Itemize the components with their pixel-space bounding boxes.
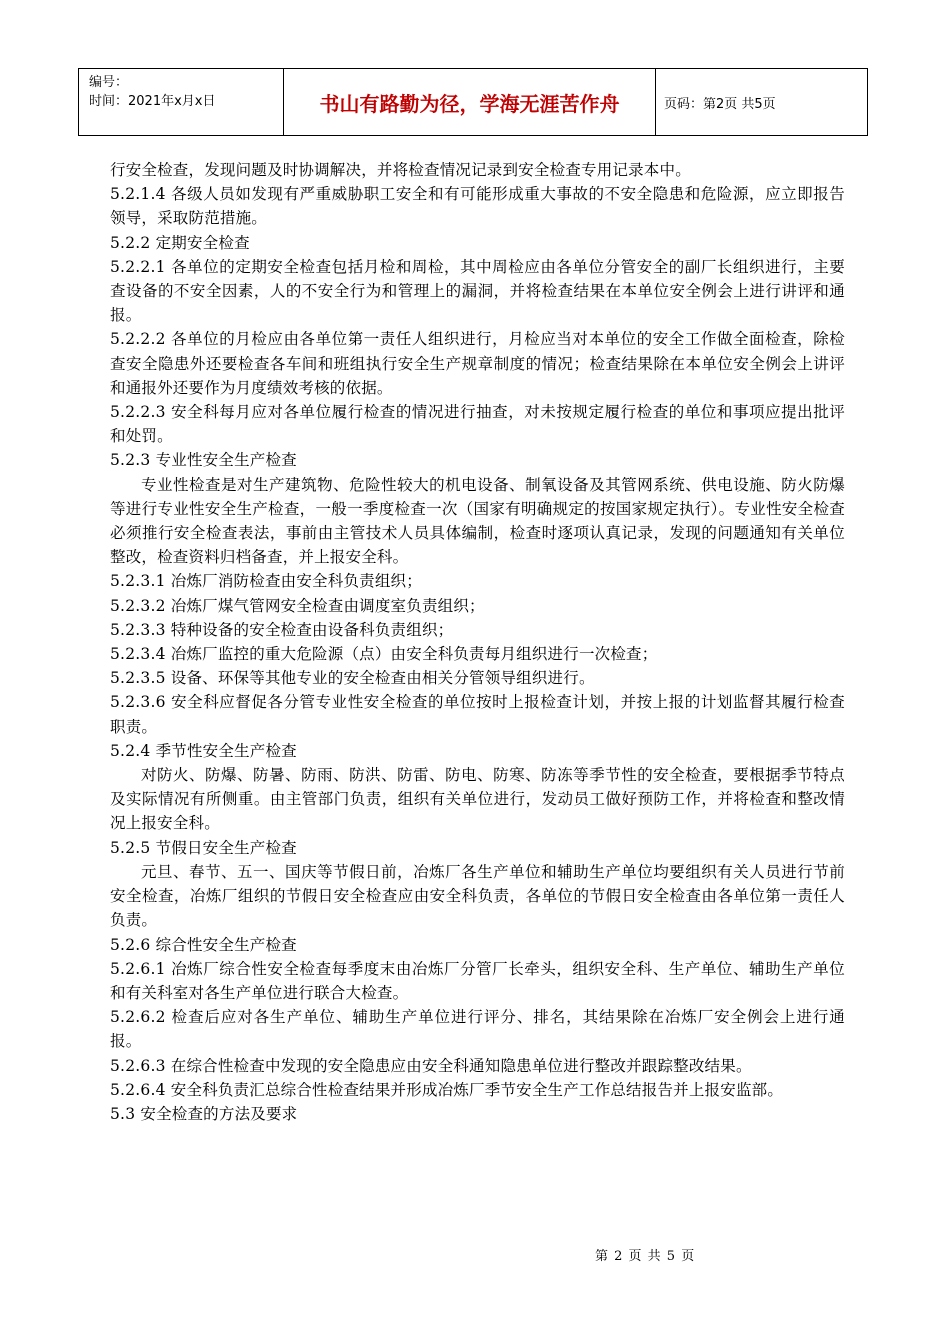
paragraph: 元旦、春节、五一、国庆等节假日前，冶炼厂各生产单位和辅助生产单位均要组织有关人员进行节前安全检查，冶炼厂组织的节假日安全检查应由安全科负责，各单位的节假日安全检查由各单位第一责任人负责。 [110, 862, 845, 930]
paragraph: 5.2.3.1 冶炼厂消防检查由安全科负责组织； [110, 572, 422, 591]
paragraph: 5.2.6.2 检查后应对各生产单位、辅助生产单位进行评分、排名，其结果除在冶炼厂安全例会上进行通报。 [110, 1008, 845, 1051]
time-label: 时间：2021年x月x日 [89, 94, 216, 109]
document-header [78, 68, 868, 136]
paragraph: 5.2.2.1 各单位的定期安全检查包括月检和周检，其中周检应由各单位分管安全的副厂长组织进行，主要查设备的不安全因素，人的不安全行为和管理上的漏洞，并将检查结果在本单位安全例会上进行讲评和通报。 [110, 257, 845, 325]
paragraph: 5.2.3.4 冶炼厂监控的重大危险源（点）由安全科负责每月组织进行一次检查； [110, 645, 658, 664]
paragraph: 5.2.3.2 冶炼厂煤气管网安全检查由调度室负责组织； [110, 596, 485, 615]
header-page-label: 页码：第2页 共5页 [664, 96, 776, 112]
paragraph: 5.2.6.4 安全科负责汇总综合性检查结果并形成冶炼厂季节安全生产工作总结报告并上报安监部。 [110, 1080, 784, 1099]
header-meta-cell [79, 69, 284, 135]
paragraph: 5.2.6.3 在综合性检查中发现的安全隐患应由安全科通知隐患单位进行整改并跟踪整改结果。 [110, 1056, 752, 1075]
paragraph: 5.2.3.5 设备、环保等其他专业的安全检查由相关分管领导组织进行。 [110, 669, 595, 688]
paragraph: 5.2.3.6 安全科应督促各分管专业性安全检查的单位按时上报检查计划，并按上报的计划监督其履行检查职责。 [110, 693, 845, 736]
paragraph: 5.2.6.1 冶炼厂综合性安全检查每季度末由冶炼厂分管厂长牵头，组织安全科、生产单位、辅助生产单位和有关科室对各生产单位进行联合大检查。 [110, 959, 845, 1002]
paragraph: 对防火、防爆、防暑、防雨、防洪、防雷、防电、防寒、防冻等季节性的安全检查，要根据季节特点及实际情况有所侧重。由主管部门负责，组织有关单位进行，发动员工做好预防工作，并将检查和整改情况上报安全科。 [110, 766, 845, 833]
paragraph: 5.2.5 节假日安全生产检查 [110, 838, 297, 857]
paragraph: 5.2.6 综合性安全生产检查 [110, 935, 297, 954]
paragraph: 5.2.1.4 各级人员如发现有严重威胁职工安全和有可能形成重大事故的不安全隐患和危险源，应立即报告领导，采取防范措施。 [110, 185, 845, 228]
number-label: 编号： [89, 75, 129, 90]
paragraph: 5.2.4 季节性安全生产检查 [110, 741, 297, 760]
paragraph: 5.2.3 专业性安全生产检查 [110, 451, 297, 470]
paragraph: 行安全检查，发现问题及时协调解决，并将检查情况记录到安全检查专用记录本中。 [110, 161, 691, 179]
page-footer: 第 2 页 共 5 页 [595, 1249, 696, 1264]
paragraph: 5.2.2.2 各单位的月检应由各单位第一责任人组织进行，月检应当对本单位的安全工作做全面检查，除检查安全隐患外还要检查各车间和班组执行安全生产规章制度的情况；检查结果除在本单位安全例会上讲评和通报外还要作为月度绩效考核的依据。 [110, 330, 845, 397]
paragraph: 5.3 安全检查的方法及要求 [110, 1104, 298, 1123]
document-body [110, 158, 845, 1126]
paragraph: 5.2.2.3 安全科每月应对各单位履行检查的情况进行抽查，对未按规定履行检查的单位和事项应提出批评和处罚。 [110, 403, 845, 446]
header-motto: 书山有路勤为径，学海无涯苦作舟 [284, 69, 656, 135]
paragraph: 5.2.2 定期安全检查 [110, 233, 250, 252]
paragraph: 专业性检查是对生产建筑物、危险性较大的机电设备、制氧设备及其管网系统、供电设施、防火防爆等进行专业性安全生产检查，一般一季度检查一次（国家有明确规定的按国家规定执行）。专业性安全检查必须推行安全检查表法，事前由主管技术人员具体编制，检查时逐项认真记录，发现的问题通知有关单位整改，检查资料归档备查，并上报安全科。 [110, 475, 845, 567]
paragraph: 5.2.3.3 特种设备的安全检查由设备科负责组织； [110, 620, 454, 639]
